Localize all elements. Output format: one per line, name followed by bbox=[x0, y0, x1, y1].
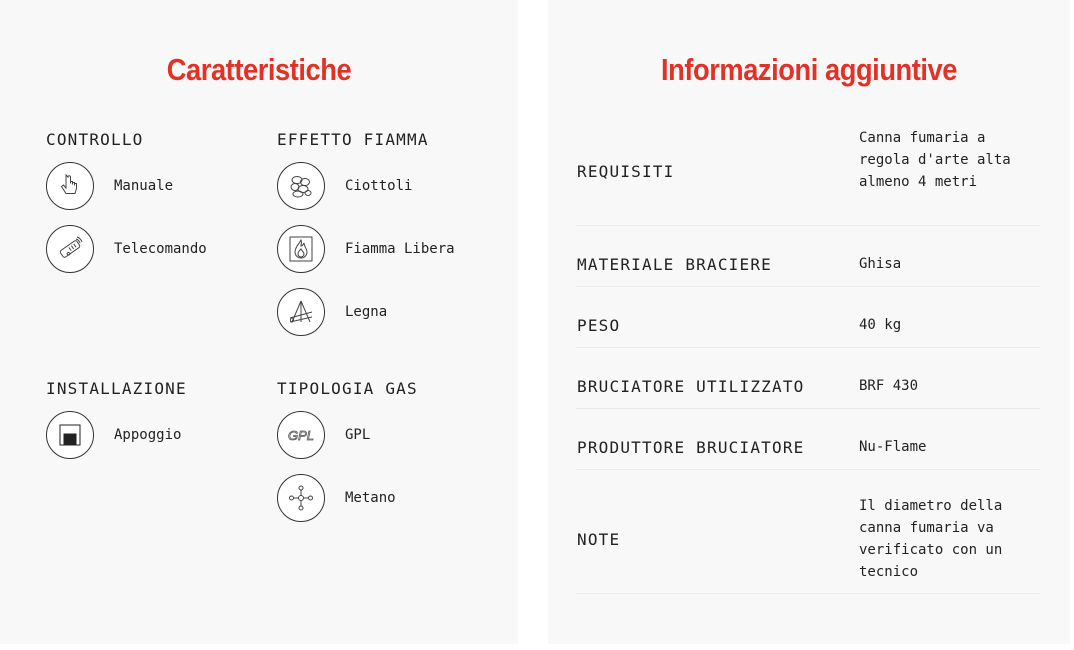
info-key: MATERIALE BRACIERE bbox=[577, 255, 772, 274]
gpl-icon bbox=[277, 411, 325, 459]
info-key: PESO bbox=[577, 316, 621, 335]
info-panel bbox=[548, 0, 1070, 644]
feature-manuale bbox=[46, 162, 173, 210]
feature-ciottoli bbox=[277, 162, 412, 210]
info-key: PRODUTTORE BRUCIATORE bbox=[577, 438, 805, 457]
info-row-peso bbox=[576, 287, 1040, 348]
feature-metano bbox=[277, 474, 396, 522]
methane-molecule-icon bbox=[277, 474, 325, 522]
gpl-icon-text: GPL bbox=[287, 428, 315, 443]
info-row-requisiti bbox=[576, 118, 1040, 226]
info-value: BRF 430 bbox=[859, 378, 919, 394]
feature-label: Telecomando bbox=[114, 241, 207, 257]
feature-gpl bbox=[277, 411, 370, 459]
wood-logs-icon bbox=[277, 288, 325, 336]
features-panel bbox=[0, 0, 518, 644]
feature-telecomando bbox=[46, 225, 207, 273]
group-controllo bbox=[46, 130, 207, 257]
pebbles-icon bbox=[277, 162, 325, 210]
feature-label: Manuale bbox=[114, 178, 174, 194]
info-key: BRUCIATORE UTILIZZATO bbox=[577, 377, 805, 396]
feature-label: Metano bbox=[345, 490, 396, 506]
info-row-produttore-bruciatore bbox=[576, 409, 1040, 470]
hand-pointer-icon bbox=[46, 162, 94, 210]
group-title: TIPOLOGIA GAS bbox=[277, 379, 418, 398]
group-effetto-fiamma bbox=[277, 130, 455, 320]
info-key: NOTE bbox=[577, 530, 621, 549]
features-title: Caratteristiche bbox=[166, 52, 352, 87]
info-value: Nu-Flame bbox=[859, 439, 927, 455]
feature-label: GPL bbox=[345, 427, 371, 443]
info-value: Canna fumaria a regola d'arte alta almeno 4 metri bbox=[859, 130, 1011, 190]
feature-label: Appoggio bbox=[114, 427, 182, 443]
info-value: Il diametro della canna fumaria va verificato con un tecnico bbox=[859, 498, 1003, 580]
flame-icon bbox=[277, 225, 325, 273]
group-title: CONTROLLO bbox=[46, 130, 144, 149]
info-value: Ghisa bbox=[859, 256, 902, 272]
feature-legna bbox=[277, 288, 387, 336]
group-title: INSTALLAZIONE bbox=[46, 379, 187, 398]
group-title: EFFETTO FIAMMA bbox=[277, 130, 429, 149]
feature-label: Fiamma Libera bbox=[345, 241, 455, 257]
info-row-bruciatore-utilizzato bbox=[576, 348, 1040, 409]
info-value: 40 kg bbox=[859, 317, 902, 333]
info-key: REQUISITI bbox=[577, 162, 675, 181]
remote-control-icon bbox=[46, 225, 94, 273]
feature-appoggio bbox=[46, 411, 181, 459]
group-installazione bbox=[46, 379, 187, 443]
freestanding-icon bbox=[46, 411, 94, 459]
group-tipologia-gas bbox=[277, 379, 418, 506]
info-row-note bbox=[576, 470, 1040, 594]
feature-label: Legna bbox=[345, 304, 388, 320]
info-row-materiale-braciere bbox=[576, 226, 1040, 287]
feature-fiamma-libera bbox=[277, 225, 455, 273]
feature-label: Ciottoli bbox=[345, 178, 413, 194]
info-title: Informazioni aggiuntive bbox=[660, 52, 958, 87]
